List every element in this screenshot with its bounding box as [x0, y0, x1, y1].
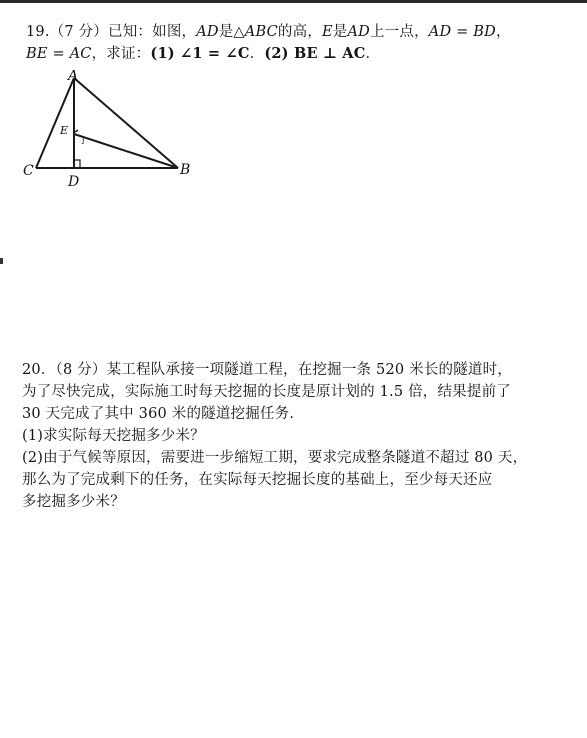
figure-lines — [36, 78, 178, 168]
q19-number: 19. — [26, 24, 50, 40]
q19-text: 是 — [218, 24, 234, 40]
q19-text: 是 — [332, 24, 348, 40]
triangle-figure — [18, 70, 193, 190]
q20-line7: 多挖掘多少米？ — [22, 494, 125, 510]
label-c: C — [23, 163, 34, 179]
side-ac — [36, 78, 74, 168]
label-b: B — [180, 162, 191, 178]
q19-text: ， — [495, 24, 511, 40]
q19-ad: AD — [347, 24, 370, 40]
margin-mark — [0, 258, 3, 264]
e-tick — [75, 130, 78, 132]
q20-line1: 20．（8 分）某工程队承接一项隧道工程，在挖掘一条 520 米长的隧道时， — [22, 362, 513, 378]
q19-part1: (1) ∠1 = ∠C — [150, 45, 250, 62]
segment-be — [74, 134, 178, 168]
label-a: A — [68, 70, 79, 84]
q19-text: 的高， — [277, 24, 322, 40]
label-1: 1 — [81, 138, 86, 146]
label-e: E — [60, 124, 69, 137]
q20-line2: 为了尽快完成，实际施工时每天挖掘的长度是原计划的 1.5 倍，结果提前了 — [22, 384, 511, 400]
q19-e: E — [321, 24, 333, 40]
q20-line6: 那么为了完成剩下的任务，在实际每天挖掘长度的基础上，至少每天还应 — [22, 472, 493, 488]
q19-text: ． — [249, 46, 265, 62]
q19-text: ． — [365, 46, 381, 62]
q19-line1 — [26, 23, 511, 41]
side-ab — [74, 78, 178, 168]
label-d: D — [68, 174, 80, 190]
q19-eq1: AD = BD — [428, 24, 496, 40]
q19-triangle: △ABC — [233, 24, 278, 40]
top-border — [0, 0, 587, 3]
q19-points: （7 分） — [49, 24, 109, 40]
q19-text: ，求证： — [91, 46, 151, 62]
q19-ad: AD — [196, 24, 219, 40]
q19-eq2: BE = AC — [26, 46, 92, 62]
q20-line3: 30 天完成了其中 360 米的隧道挖掘任务． — [22, 406, 305, 422]
q19-text: 已知：如图， — [108, 24, 197, 40]
q19-part2: (2) BE ⊥ AC — [264, 45, 366, 62]
q20-line5: (2)由于气候等原因，需要进一步缩短工期，要求完成整条隧道不超过 80 天， — [22, 450, 528, 466]
q19-line2 — [26, 45, 380, 63]
q20-line4: (1)求实际每天挖掘多少米？ — [22, 428, 205, 444]
q19-text: 上一点， — [369, 24, 429, 40]
